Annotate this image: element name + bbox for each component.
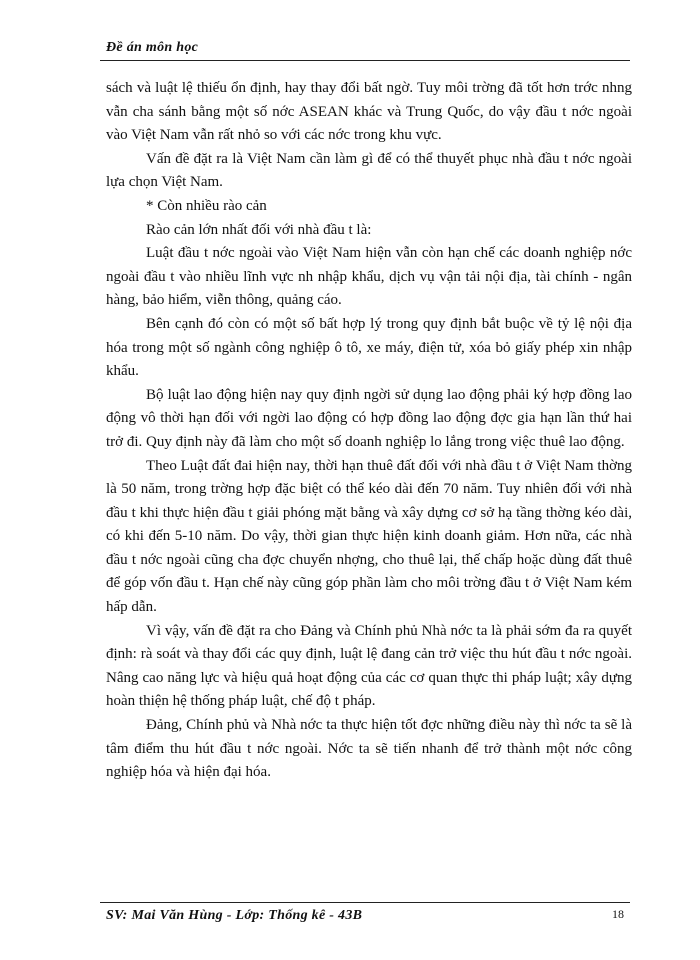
paragraph: Đảng, Chính phủ và Nhà nớc ta thực hiện tốt đợc những điều này thì nớc ta sẽ là tâm điểm thu hút đầu t nớc ngoài. Nớc ta sẽ tiến nhanh để trở thành một nớc công nghiệp hóa và hiện đại hóa. [106,717,632,781]
page-number: 18 [612,907,624,921]
paragraph: Theo Luật đất đai hiện nay, thời hạn thuê đất đối với nhà đầu t ở Việt Nam thờng là 50 năm, trong trờng hợp đặc biệt có thể kéo dài đến 70 năm. Tuy nhiên đối với nhà đầu t khi thực hiện đầu t giải phóng mặt bằng và xây dựng cơ sở hạ tầng thờng kéo dài, có khi đến 5-10 năm. Do vậy, thời gian thực hiện kinh doanh giảm. Hơn nữa, các nhà đầu t nớc ngoài cũng cha đợc chuyển nhợng, cho thuê lại, thế chấp hoặc dùng đất thuê để góp vốn đầu t. Hạn chế này cũng góp phần làm cho môi trờng đầu t ở Việt Nam kém hấp dẫn. [106,457,632,616]
paragraph: Vấn đề đặt ra là Việt Nam cần làm gì để có thể thuyết phục nhà đầu t nớc ngoài lựa chọn Việt Nam. [106,150,632,191]
header-title: Đề án môn học [106,40,199,55]
document-body [106,77,632,785]
paragraph: Bên cạnh đó còn có một số bất hợp lý trong quy định bắt buộc về tỷ lệ nội địa hóa trong một số ngành công nghiệp ô tô, xe máy, điện tử, xóa bỏ giấy phép xin nhập khẩu. [106,315,632,380]
paragraph: Bộ luật lao động hiện nay quy định ngời sử dụng lao động phải ký hợp đồng lao động vô thời hạn đối với ngời lao động có hợp đồng lao động đợc gia hạn lần thứ hai trở đi. Quy định này đã làm cho một số doanh nghiệp lo lắng trong việc thuê lao động. [106,386,632,450]
paragraph: Rào cản lớn nhất đối với nhà đầu t là: [146,221,372,238]
page-header [100,38,630,61]
footer-author: SV: Mai Văn Hùng - Lớp: Thống kê - 43B [106,908,363,922]
paragraph: * Còn nhiều rào cản [146,197,267,214]
footer-divider [100,902,630,903]
paragraph: Vì vậy, vấn đề đặt ra cho Đảng và Chính phủ Nhà nớc ta là phải sớm đa ra quyết định: rà soát và thay đổi các quy định, luật lệ đang cản trở việc thu hút đầu t nớc ngoài. Nâng cao năng lực và hiệu quả hoạt động của các cơ quan thực thi pháp luật; xây dựng hoàn thiện hệ thống pháp luật, chế độ t pháp. [106,622,632,710]
paragraph: sách và luật lệ thiếu ổn định, hay thay đổi bất ngờ. Tuy môi trờng đã tốt hơn trớc nhng vẫn cha sánh bằng một số nớc ASEAN khác và Trung Quốc, do vậy đầu t nớc ngoài vào Việt Nam vẫn rất nhỏ so với các nớc trong khu vực. [106,80,632,144]
paragraph: Luật đầu t nớc ngoài vào Việt Nam hiện vẫn còn hạn chế các doanh nghiệp nớc ngoài đầu t vào nhiều lĩnh vực nh nhập khẩu, dịch vụ vận tải nội địa, tài chính - ngân hàng, bảo hiểm, viễn thông, quảng cáo. [106,245,632,309]
